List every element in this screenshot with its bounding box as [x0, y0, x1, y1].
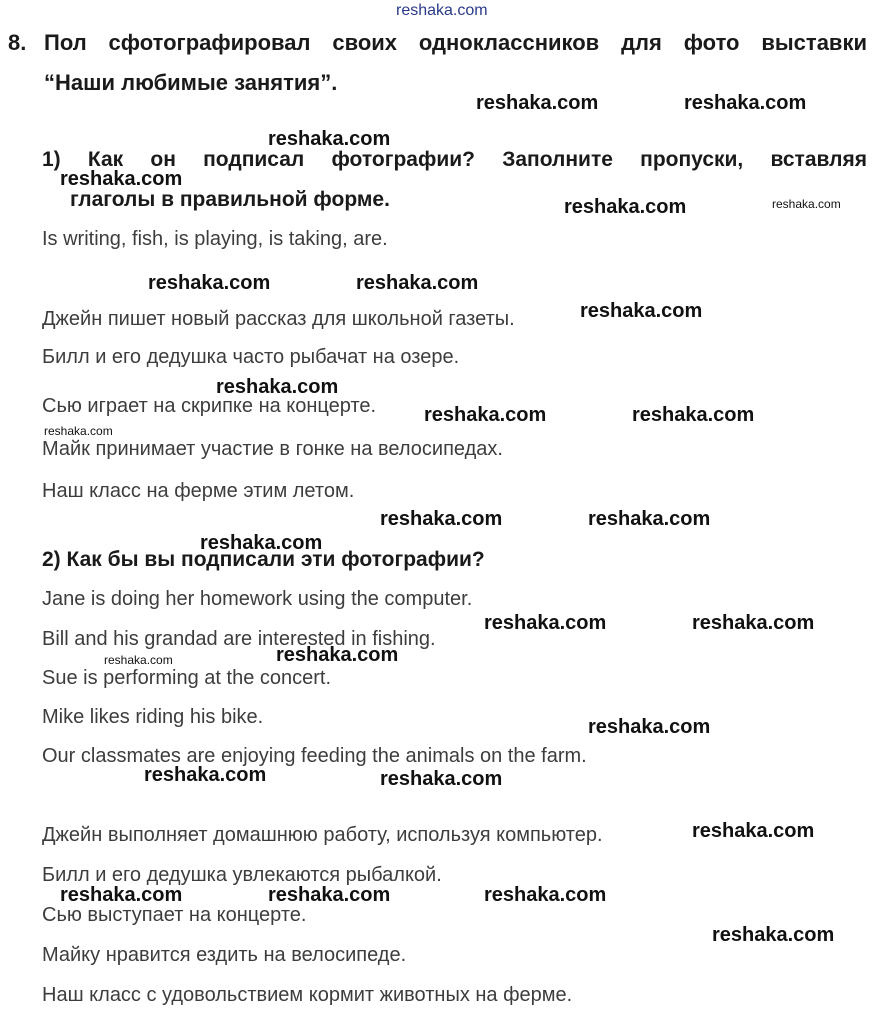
task-number: 8.: [8, 30, 27, 55]
watermark-text: reshaka.com: [60, 168, 183, 190]
watermark-text: reshaka.com: [268, 884, 391, 906]
site-watermark-top: reshaka.com: [396, 2, 488, 19]
watermark-text: reshaka.com: [564, 196, 687, 218]
part2-heading: 2) Как бы вы подписали эти фотографии?: [42, 548, 485, 571]
watermark-text: reshaka.com: [380, 508, 503, 530]
watermark-text: reshaka.com: [484, 884, 607, 906]
part2-russian-caption: Джейн выполняет домашнюю работу, используя компьютер.: [42, 824, 603, 846]
part2-russian-caption: Билл и его дедушка увлекаются рыбалкой.: [42, 864, 442, 886]
watermark-text: reshaka.com: [476, 92, 599, 114]
task-title-line2: “Наши любимые занятия”.: [44, 70, 338, 95]
watermark-text: reshaka.com: [684, 92, 807, 114]
part2-english-caption: Jane is doing her homework using the computer.: [42, 588, 473, 610]
part2-russian-caption: Сью выступает на концерте.: [42, 904, 307, 926]
watermark-text: reshaka.com: [580, 300, 703, 322]
part1-sentence: Билл и его дедушка часто рыбачат на озере.: [42, 346, 460, 368]
watermark-text: reshaka.com: [276, 644, 399, 666]
task-title-line1: Пол сфотографировал своих одноклассников для фото выставки: [44, 30, 867, 55]
watermark-text: reshaka.com: [44, 424, 113, 438]
watermark-text: reshaka.com: [144, 764, 267, 786]
part2-english-caption: Our classmates are enjoying feeding the animals on the farm.: [42, 745, 587, 767]
part2-russian-caption: Майку нравится ездить на велосипеде.: [42, 944, 407, 966]
watermark-text: reshaka.com: [692, 820, 815, 842]
part2-russian-caption: Наш класс с удовольствием кормит животных на ферме.: [42, 984, 573, 1006]
watermark-text: reshaka.com: [484, 612, 607, 634]
watermark-text: reshaka.com: [424, 404, 547, 426]
watermark-text: reshaka.com: [772, 197, 841, 211]
part1-sentence: Джейн пишет новый рассказ для школьной газеты.: [42, 308, 515, 330]
part1-sentence: Майк принимает участие в гонке на велосипедах.: [42, 438, 503, 460]
watermark-text: reshaka.com: [356, 272, 479, 294]
part1-sentence: Наш класс на ферме этим летом.: [42, 480, 355, 502]
part1-heading-line2: глаголы в правильной форме.: [70, 188, 390, 211]
part1-heading-line1: 1) Как он подписал фотографии? Заполните пропуски, вставляя: [42, 148, 867, 171]
watermark-text: reshaka.com: [268, 128, 391, 150]
part2-english-caption: Bill and his grandad are interested in fishing.: [42, 628, 436, 650]
watermark-text: reshaka.com: [200, 532, 323, 554]
watermark-text: reshaka.com: [692, 612, 815, 634]
part2-english-caption: Mike likes riding his bike.: [42, 706, 264, 728]
watermark-text: reshaka.com: [588, 716, 711, 738]
watermark-text: reshaka.com: [632, 404, 755, 426]
watermark-text: reshaka.com: [60, 884, 183, 906]
watermark-text: reshaka.com: [712, 924, 835, 946]
watermark-text: reshaka.com: [148, 272, 271, 294]
part2-english-caption: Sue is performing at the concert.: [42, 667, 332, 689]
part1-sentence: Сью играет на скрипке на концерте.: [42, 395, 377, 417]
watermark-text: reshaka.com: [104, 653, 173, 667]
watermark-text: reshaka.com: [380, 768, 503, 790]
word-bank: Is writing, fish, is playing, is taking, are.: [42, 228, 388, 250]
watermark-text: reshaka.com: [216, 376, 339, 398]
watermark-text: reshaka.com: [588, 508, 711, 530]
